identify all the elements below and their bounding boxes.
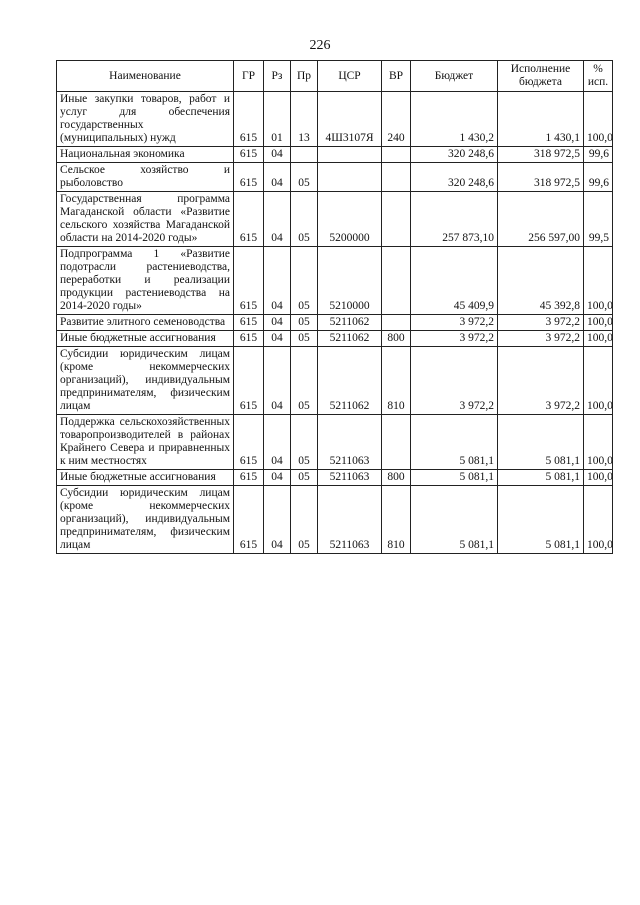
- table-row: [57, 147, 613, 163]
- cell-percent: 100,0: [584, 247, 613, 315]
- cell-name: Субсидии юридическим лицам (кроме некоммерческих организаций), индивидуальным предпринимателям, физическим лицам: [57, 347, 234, 415]
- cell-vr: [382, 315, 411, 331]
- cell-budget: 5 081,1: [411, 486, 498, 554]
- cell-csr: 5210000: [318, 247, 382, 315]
- cell-pr: 05: [291, 347, 318, 415]
- cell-name: Поддержка сельскохозяйственных товаропроизводителей в районах Крайнего Севера и приравненных к ним местностях: [57, 415, 234, 470]
- cell-percent: 99,6: [584, 147, 613, 163]
- cell-execution: 256 597,00: [498, 192, 584, 247]
- cell-gr: 615: [234, 486, 264, 554]
- cell-pr: 05: [291, 163, 318, 192]
- cell-rz: 04: [264, 147, 291, 163]
- cell-csr: 5211063: [318, 415, 382, 470]
- cell-execution: 1 430,1: [498, 92, 584, 147]
- cell-pr: 05: [291, 486, 318, 554]
- cell-vr: 240: [382, 92, 411, 147]
- cell-rz: 04: [264, 415, 291, 470]
- header-name: Наименование: [57, 61, 234, 92]
- cell-execution: 3 972,2: [498, 331, 584, 347]
- cell-csr: 5200000: [318, 192, 382, 247]
- cell-name: Подпрограмма 1 «Развитие подотрасли растениеводства, переработки и реализации продукции растениеводства на 2014-2020 годы»: [57, 247, 234, 315]
- cell-csr: 5211062: [318, 331, 382, 347]
- cell-budget: 3 972,2: [411, 315, 498, 331]
- cell-percent: 100,0: [584, 470, 613, 486]
- cell-execution: 45 392,8: [498, 247, 584, 315]
- cell-rz: 04: [264, 315, 291, 331]
- cell-pr: 05: [291, 331, 318, 347]
- cell-vr: [382, 163, 411, 192]
- cell-gr: 615: [234, 470, 264, 486]
- cell-csr: 5211062: [318, 315, 382, 331]
- cell-gr: 615: [234, 192, 264, 247]
- cell-gr: 615: [234, 163, 264, 192]
- cell-name: Развитие элитного семеноводства: [57, 315, 234, 331]
- table-row: [57, 315, 613, 331]
- cell-budget: 3 972,2: [411, 331, 498, 347]
- cell-name: Иные бюджетные ассигнования: [57, 331, 234, 347]
- cell-vr: 800: [382, 470, 411, 486]
- header-rz: Рз: [264, 61, 291, 92]
- cell-vr: 810: [382, 347, 411, 415]
- cell-budget: 5 081,1: [411, 470, 498, 486]
- cell-rz: 04: [264, 247, 291, 315]
- cell-execution: 3 972,2: [498, 315, 584, 331]
- cell-name: Сельское хозяйство и рыболовство: [57, 163, 234, 192]
- cell-rz: 04: [264, 331, 291, 347]
- cell-csr: 4Ш3107Я: [318, 92, 382, 147]
- cell-percent: 100,0: [584, 315, 613, 331]
- header-percent: % исп.: [584, 61, 613, 92]
- cell-gr: 615: [234, 347, 264, 415]
- cell-pr: [291, 147, 318, 163]
- cell-pr: 05: [291, 192, 318, 247]
- cell-rz: 04: [264, 347, 291, 415]
- header-pr: Пр: [291, 61, 318, 92]
- cell-execution: 5 081,1: [498, 486, 584, 554]
- cell-vr: [382, 415, 411, 470]
- cell-gr: 615: [234, 331, 264, 347]
- cell-gr: 615: [234, 315, 264, 331]
- cell-execution: 5 081,1: [498, 470, 584, 486]
- cell-budget: 3 972,2: [411, 347, 498, 415]
- cell-gr: 615: [234, 247, 264, 315]
- table-row: [57, 415, 613, 470]
- cell-vr: [382, 192, 411, 247]
- cell-pr: 13: [291, 92, 318, 147]
- cell-budget: 1 430,2: [411, 92, 498, 147]
- cell-execution: 318 972,5: [498, 147, 584, 163]
- cell-pr: 05: [291, 315, 318, 331]
- table-row: [57, 347, 613, 415]
- cell-budget: 45 409,9: [411, 247, 498, 315]
- cell-name: Государственная программа Магаданской области «Развитие сельского хозяйства Магаданской области на 2014-2020 годы»: [57, 192, 234, 247]
- cell-percent: 100,0: [584, 92, 613, 147]
- header-execution: Исполнение бюджета: [498, 61, 584, 92]
- table-row: [57, 486, 613, 554]
- cell-execution: 318 972,5: [498, 163, 584, 192]
- cell-percent: 100,0: [584, 415, 613, 470]
- cell-percent: 99,6: [584, 163, 613, 192]
- cell-gr: 615: [234, 92, 264, 147]
- header-gr: ГР: [234, 61, 264, 92]
- cell-budget: 320 248,6: [411, 147, 498, 163]
- cell-csr: 5211062: [318, 347, 382, 415]
- cell-csr: [318, 147, 382, 163]
- cell-rz: 04: [264, 470, 291, 486]
- cell-vr: [382, 247, 411, 315]
- cell-rz: 04: [264, 486, 291, 554]
- header-vr: ВР: [382, 61, 411, 92]
- table-row: [57, 192, 613, 247]
- table-header-row: [57, 61, 613, 92]
- cell-execution: 5 081,1: [498, 415, 584, 470]
- cell-name: Субсидии юридическим лицам (кроме некоммерческих организаций), индивидуальным предпринимателям, физическим лицам: [57, 486, 234, 554]
- cell-budget: 5 081,1: [411, 415, 498, 470]
- table-row: [57, 163, 613, 192]
- cell-pr: 05: [291, 415, 318, 470]
- cell-percent: 99,5: [584, 192, 613, 247]
- cell-budget: 320 248,6: [411, 163, 498, 192]
- table-body: [57, 92, 613, 554]
- cell-gr: 615: [234, 415, 264, 470]
- cell-name: Иные бюджетные ассигнования: [57, 470, 234, 486]
- cell-rz: 01: [264, 92, 291, 147]
- page-number: 226: [309, 38, 331, 53]
- header-csr: ЦСР: [318, 61, 382, 92]
- cell-rz: 04: [264, 163, 291, 192]
- cell-vr: 810: [382, 486, 411, 554]
- table-row: [57, 92, 613, 147]
- cell-rz: 04: [264, 192, 291, 247]
- header-budget: Бюджет: [411, 61, 498, 92]
- table-row: [57, 331, 613, 347]
- cell-csr: [318, 163, 382, 192]
- cell-csr: 5211063: [318, 486, 382, 554]
- table-row: [57, 247, 613, 315]
- cell-percent: 100,0: [584, 331, 613, 347]
- cell-execution: 3 972,2: [498, 347, 584, 415]
- cell-name: Национальная экономика: [57, 147, 234, 163]
- table-row: [57, 470, 613, 486]
- cell-vr: [382, 147, 411, 163]
- cell-budget: 257 873,10: [411, 192, 498, 247]
- cell-vr: 800: [382, 331, 411, 347]
- budget-table: [56, 60, 613, 554]
- cell-gr: 615: [234, 147, 264, 163]
- cell-pr: 05: [291, 470, 318, 486]
- cell-percent: 100,0: [584, 486, 613, 554]
- cell-name: Иные закупки товаров, работ и услуг для обеспечения государственных (муниципальных) нужд: [57, 92, 234, 147]
- cell-percent: 100,0: [584, 347, 613, 415]
- cell-pr: 05: [291, 247, 318, 315]
- cell-csr: 5211063: [318, 470, 382, 486]
